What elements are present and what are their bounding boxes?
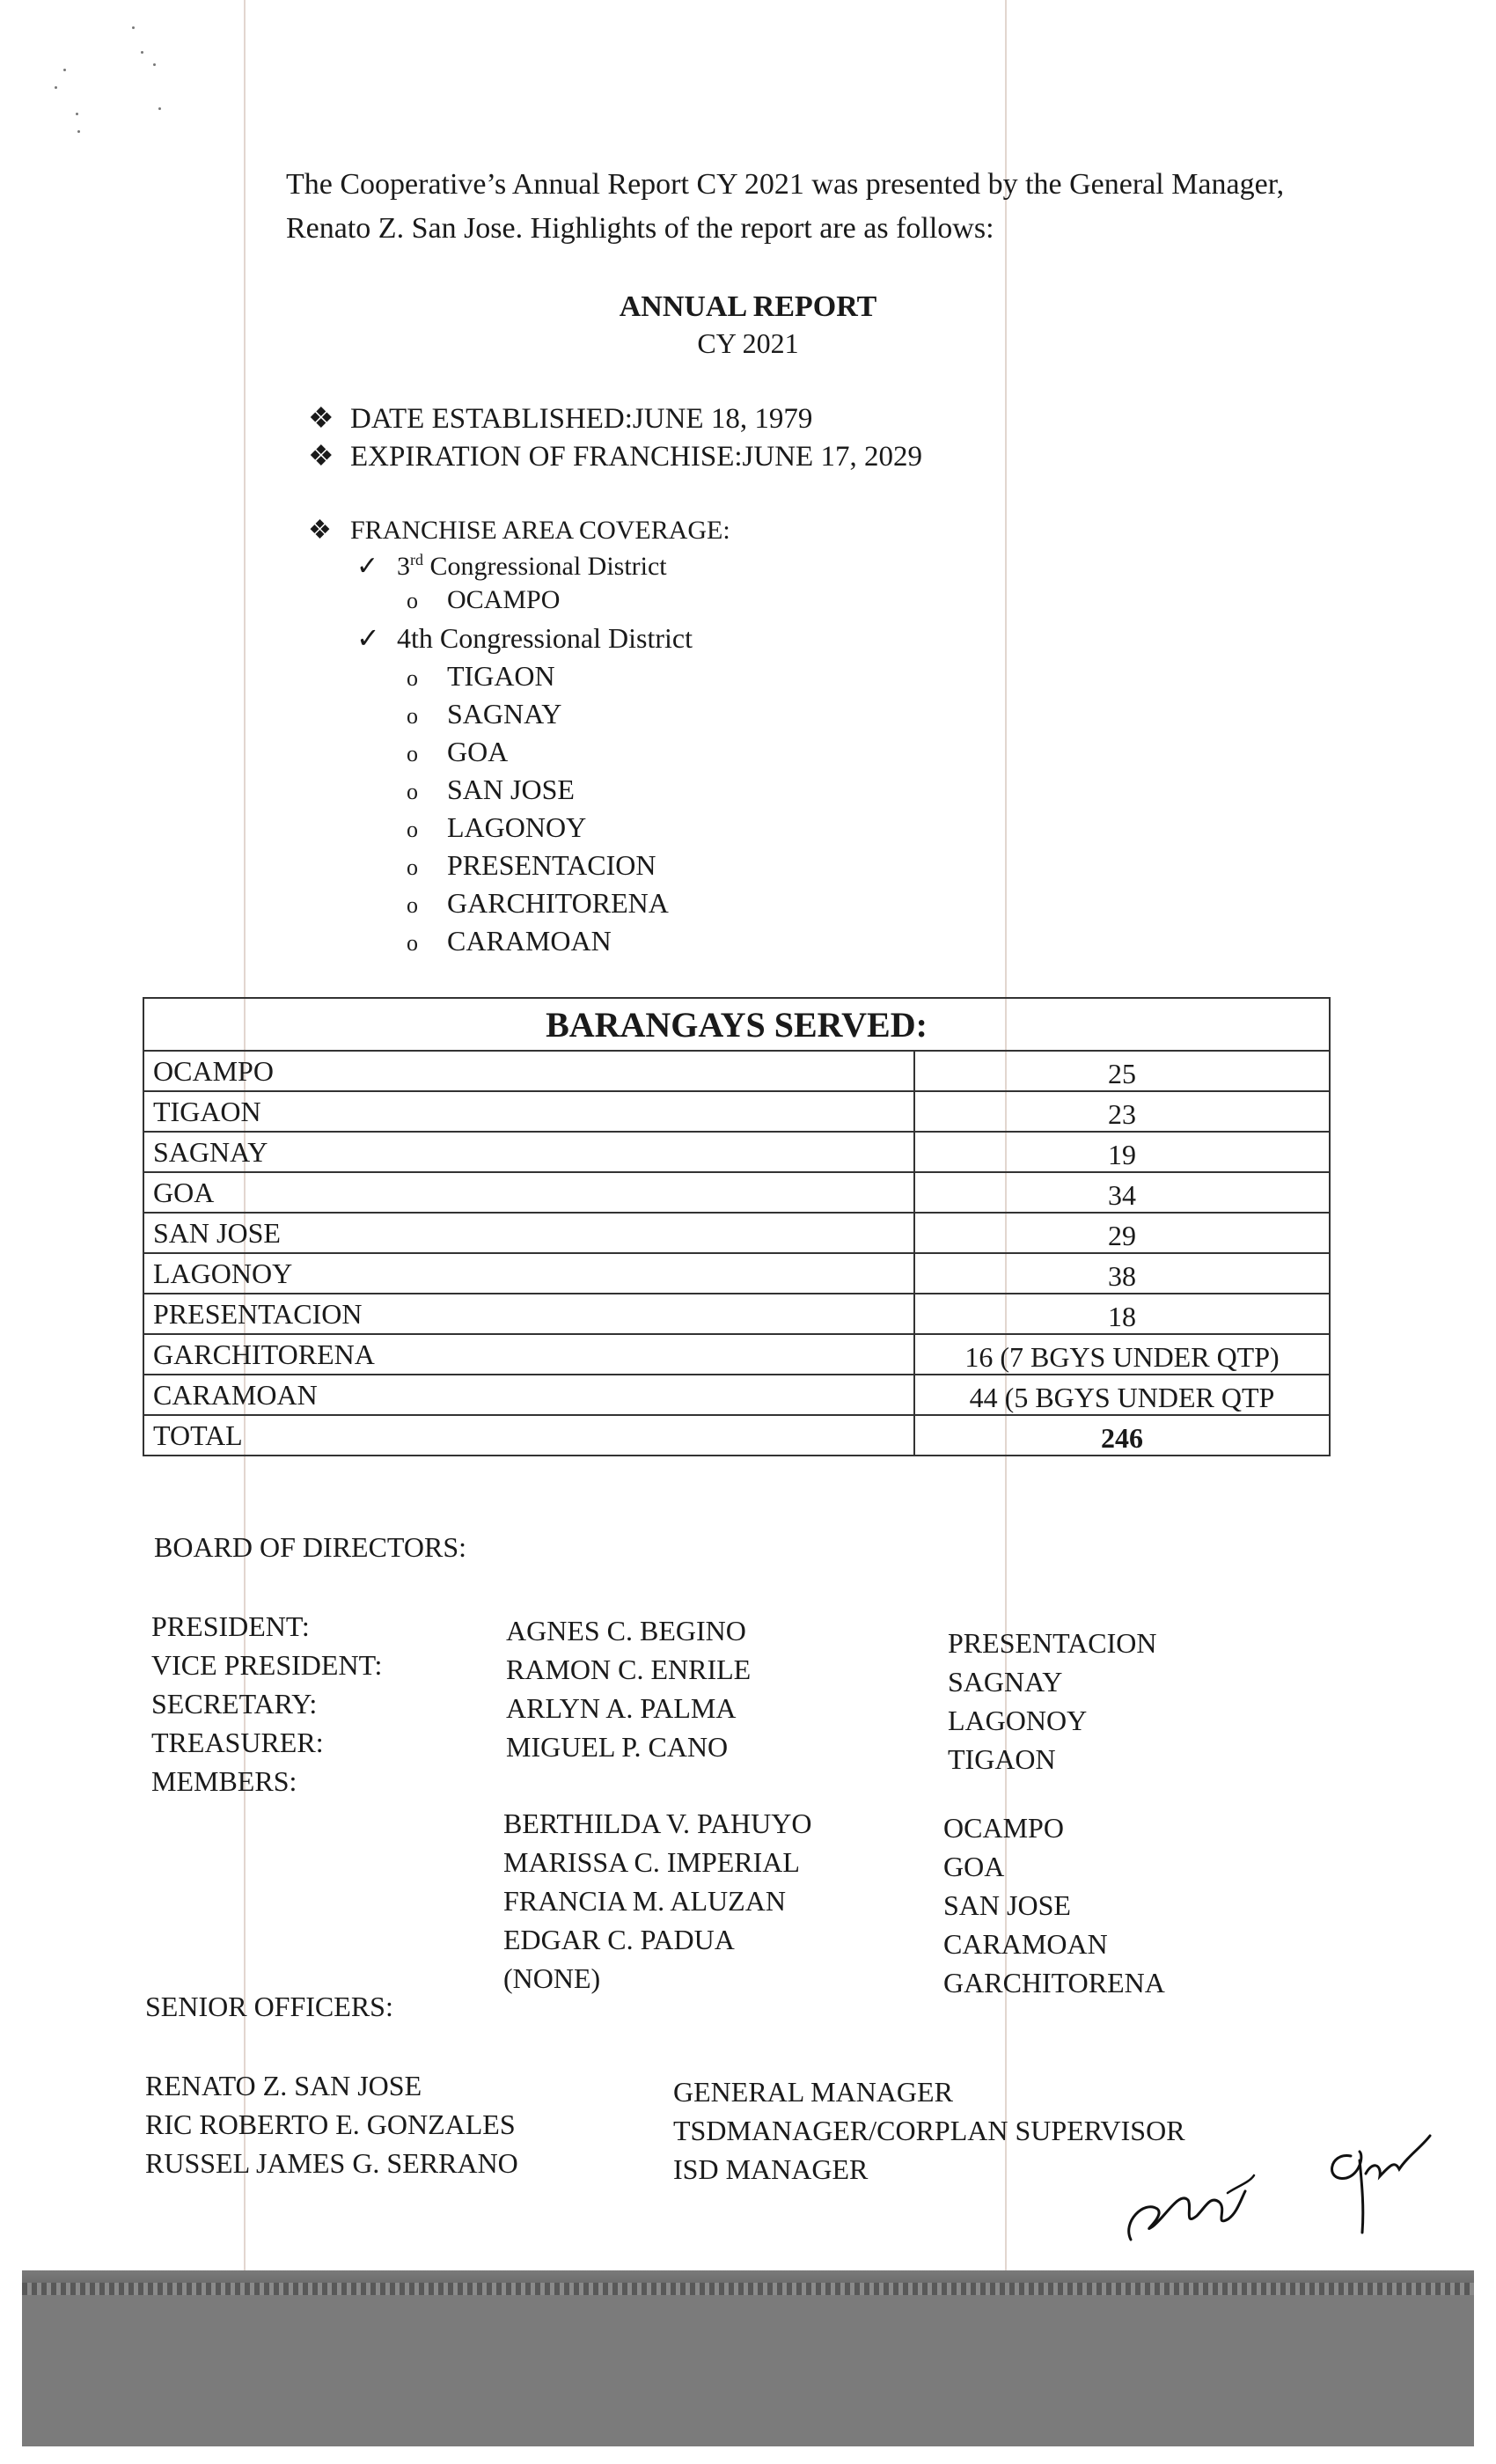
circle-bullet-icon: o [407, 703, 418, 729]
circle-bullet-icon: o [407, 741, 418, 766]
member-area: OCAMPO [943, 1812, 1064, 1844]
table-row [143, 1091, 1330, 1132]
position-label: SECRETARY: [151, 1688, 318, 1720]
town-cell: CARAMOAN [143, 1375, 914, 1415]
diamond-bullet-icon: ❖ [308, 516, 332, 545]
table-row [143, 1253, 1330, 1294]
table-row [143, 1051, 1330, 1091]
expiration-text: EXPIRATION OF FRANCHISE:JUNE 17, 2029 [350, 441, 922, 473]
count-cell: 16 (7 BGYS UNDER QTP) [914, 1334, 1330, 1375]
diamond-bullet-icon: ❖ [308, 441, 334, 473]
circle-bullet-icon: o [407, 892, 418, 918]
district-town [407, 774, 575, 806]
member-name: EDGAR C. PADUA [503, 1924, 735, 1955]
barangays-table [143, 997, 1331, 1456]
member-name: FRANCIA M. ALUZAN [503, 1885, 786, 1917]
member-area: GOA [943, 1851, 1005, 1882]
position-label: PRESIDENT: [151, 1610, 310, 1642]
diamond-bullet-icon: ❖ [308, 403, 334, 435]
senior-role: ISD MANAGER [673, 2153, 869, 2185]
count-cell: 19 [914, 1132, 1330, 1172]
district-town [407, 736, 508, 768]
officer-area: LAGONOY [948, 1705, 1088, 1736]
town-cell: SAGNAY [143, 1132, 914, 1172]
position-label: TREASURER: [151, 1727, 324, 1758]
senior-role: GENERAL MANAGER [673, 2076, 953, 2108]
circle-bullet-icon: o [407, 854, 418, 880]
count-cell: 25 [914, 1051, 1330, 1091]
senior-names [145, 2066, 518, 2182]
town-cell: GOA [143, 1172, 914, 1213]
officer-area: TIGAON [948, 1743, 1056, 1775]
officer-name: AGNES C. BEGINO [506, 1615, 746, 1646]
coverage-label: FRANCHISE AREA COVERAGE: [350, 516, 730, 545]
district-town [407, 698, 561, 730]
member-area: GARCHITORENA [943, 1967, 1165, 1998]
third-district-ordinal: 3 [397, 552, 410, 581]
town-name: SAGNAY [447, 698, 562, 730]
officer-areas [948, 1624, 1156, 1778]
circle-bullet-icon: o [407, 588, 418, 613]
member-names [503, 1804, 811, 1998]
board-positions [151, 1607, 382, 1800]
circle-bullet-icon: o [407, 665, 418, 691]
town-cell: TIGAON [143, 1091, 914, 1132]
town-name: TIGAON [447, 660, 555, 692]
count-cell: 38 [914, 1253, 1330, 1294]
coverage-item [308, 515, 730, 546]
officer-name: MIGUEL P. CANO [506, 1731, 729, 1763]
fourth-district [356, 621, 693, 655]
senior-role: TSDMANAGER/CORPLAN SUPERVISOR [673, 2115, 1185, 2146]
fourth-district-label: 4th Congressional District [397, 622, 693, 654]
circle-bullet-icon: o [407, 930, 418, 956]
officer-name: RAMON C. ENRILE [506, 1654, 752, 1685]
member-area: SAN JOSE [943, 1889, 1071, 1921]
count-cell: 29 [914, 1213, 1330, 1253]
town-name: CARAMOAN [447, 925, 612, 957]
town-name: PRESENTACION [447, 849, 656, 881]
count-cell: 34 [914, 1172, 1330, 1213]
table-row [143, 1132, 1330, 1172]
district-town [407, 585, 560, 615]
third-district-suffix: rd [410, 551, 423, 568]
table-row [143, 1375, 1330, 1415]
total-row [143, 1415, 1330, 1456]
board-title: BOARD OF DIRECTORS: [154, 1531, 467, 1563]
signature-two [1311, 2125, 1443, 2240]
senior-title: SENIOR OFFICERS: [145, 1991, 393, 2022]
town-name: OCAMPO [447, 585, 561, 614]
count-cell: 18 [914, 1294, 1330, 1334]
table-row [143, 1294, 1330, 1334]
third-district-label: Congressional District [423, 552, 667, 581]
senior-name: RUSSEL JAMES G. SERRANO [145, 2147, 518, 2179]
district-town [407, 887, 669, 920]
intro-paragraph: The Cooperative’s Annual Report CY 2021 was presented by the General Manager, Renato Z. San Jose. Highlights of the report are as follows: [286, 168, 1285, 245]
position-label: VICE PRESIDENT: [151, 1649, 383, 1681]
count-cell: 44 (5 BGYS UNDER QTP [914, 1375, 1330, 1415]
member-area: CARAMOAN [943, 1928, 1108, 1960]
expiration-item [308, 438, 922, 473]
town-name: LAGONOY [447, 811, 587, 843]
checkmark-icon: ✓ [356, 622, 380, 654]
member-name: BERTHILDA V. PAHUYO [503, 1808, 812, 1839]
circle-bullet-icon: o [407, 817, 418, 842]
count-cell: 23 [914, 1091, 1330, 1132]
total-value: 246 [914, 1415, 1330, 1456]
officer-name: ARLYN A. PALMA [506, 1692, 737, 1724]
total-label: TOTAL [143, 1415, 914, 1456]
senior-name: RENATO Z. SAN JOSE [145, 2070, 422, 2101]
town-cell: LAGONOY [143, 1253, 914, 1294]
town-cell: GARCHITORENA [143, 1334, 914, 1375]
report-year: CY 2021 [697, 327, 799, 359]
officer-area: PRESENTACION [948, 1627, 1157, 1659]
third-district [356, 551, 667, 582]
senior-name: RIC ROBERTO E. GONZALES [145, 2108, 516, 2140]
table-row [143, 1172, 1330, 1213]
district-town [407, 925, 612, 957]
town-cell: SAN JOSE [143, 1213, 914, 1253]
date-established-item [308, 400, 812, 436]
officer-names [506, 1611, 751, 1766]
scan-footer-band [22, 2270, 1474, 2446]
town-name: SAN JOSE [447, 774, 575, 805]
circle-bullet-icon: o [407, 779, 418, 804]
barangays-title: BARANGAYS SERVED: [143, 998, 1330, 1051]
district-town [407, 849, 656, 882]
town-cell: PRESENTACION [143, 1294, 914, 1334]
table-row [143, 1213, 1330, 1253]
scan-footer-stripe [22, 2283, 1474, 2295]
signature-one [1104, 2138, 1280, 2253]
member-name: MARISSA C. IMPERIAL [503, 1846, 800, 1878]
member-name: (NONE) [503, 1962, 601, 1994]
town-name: GARCHITORENA [447, 887, 669, 919]
district-town [407, 660, 555, 693]
table-header-row [143, 998, 1330, 1051]
report-title: ANNUAL REPORT [619, 290, 877, 323]
member-areas [943, 1808, 1165, 2002]
district-town [407, 811, 586, 844]
checkmark-icon: ✓ [356, 552, 379, 581]
town-cell: OCAMPO [143, 1051, 914, 1091]
date-established-text: DATE ESTABLISHED:JUNE 18, 1979 [350, 403, 813, 435]
town-name: GOA [447, 736, 509, 767]
officer-area: SAGNAY [948, 1666, 1063, 1698]
position-label: MEMBERS: [151, 1765, 297, 1797]
table-row [143, 1334, 1330, 1375]
